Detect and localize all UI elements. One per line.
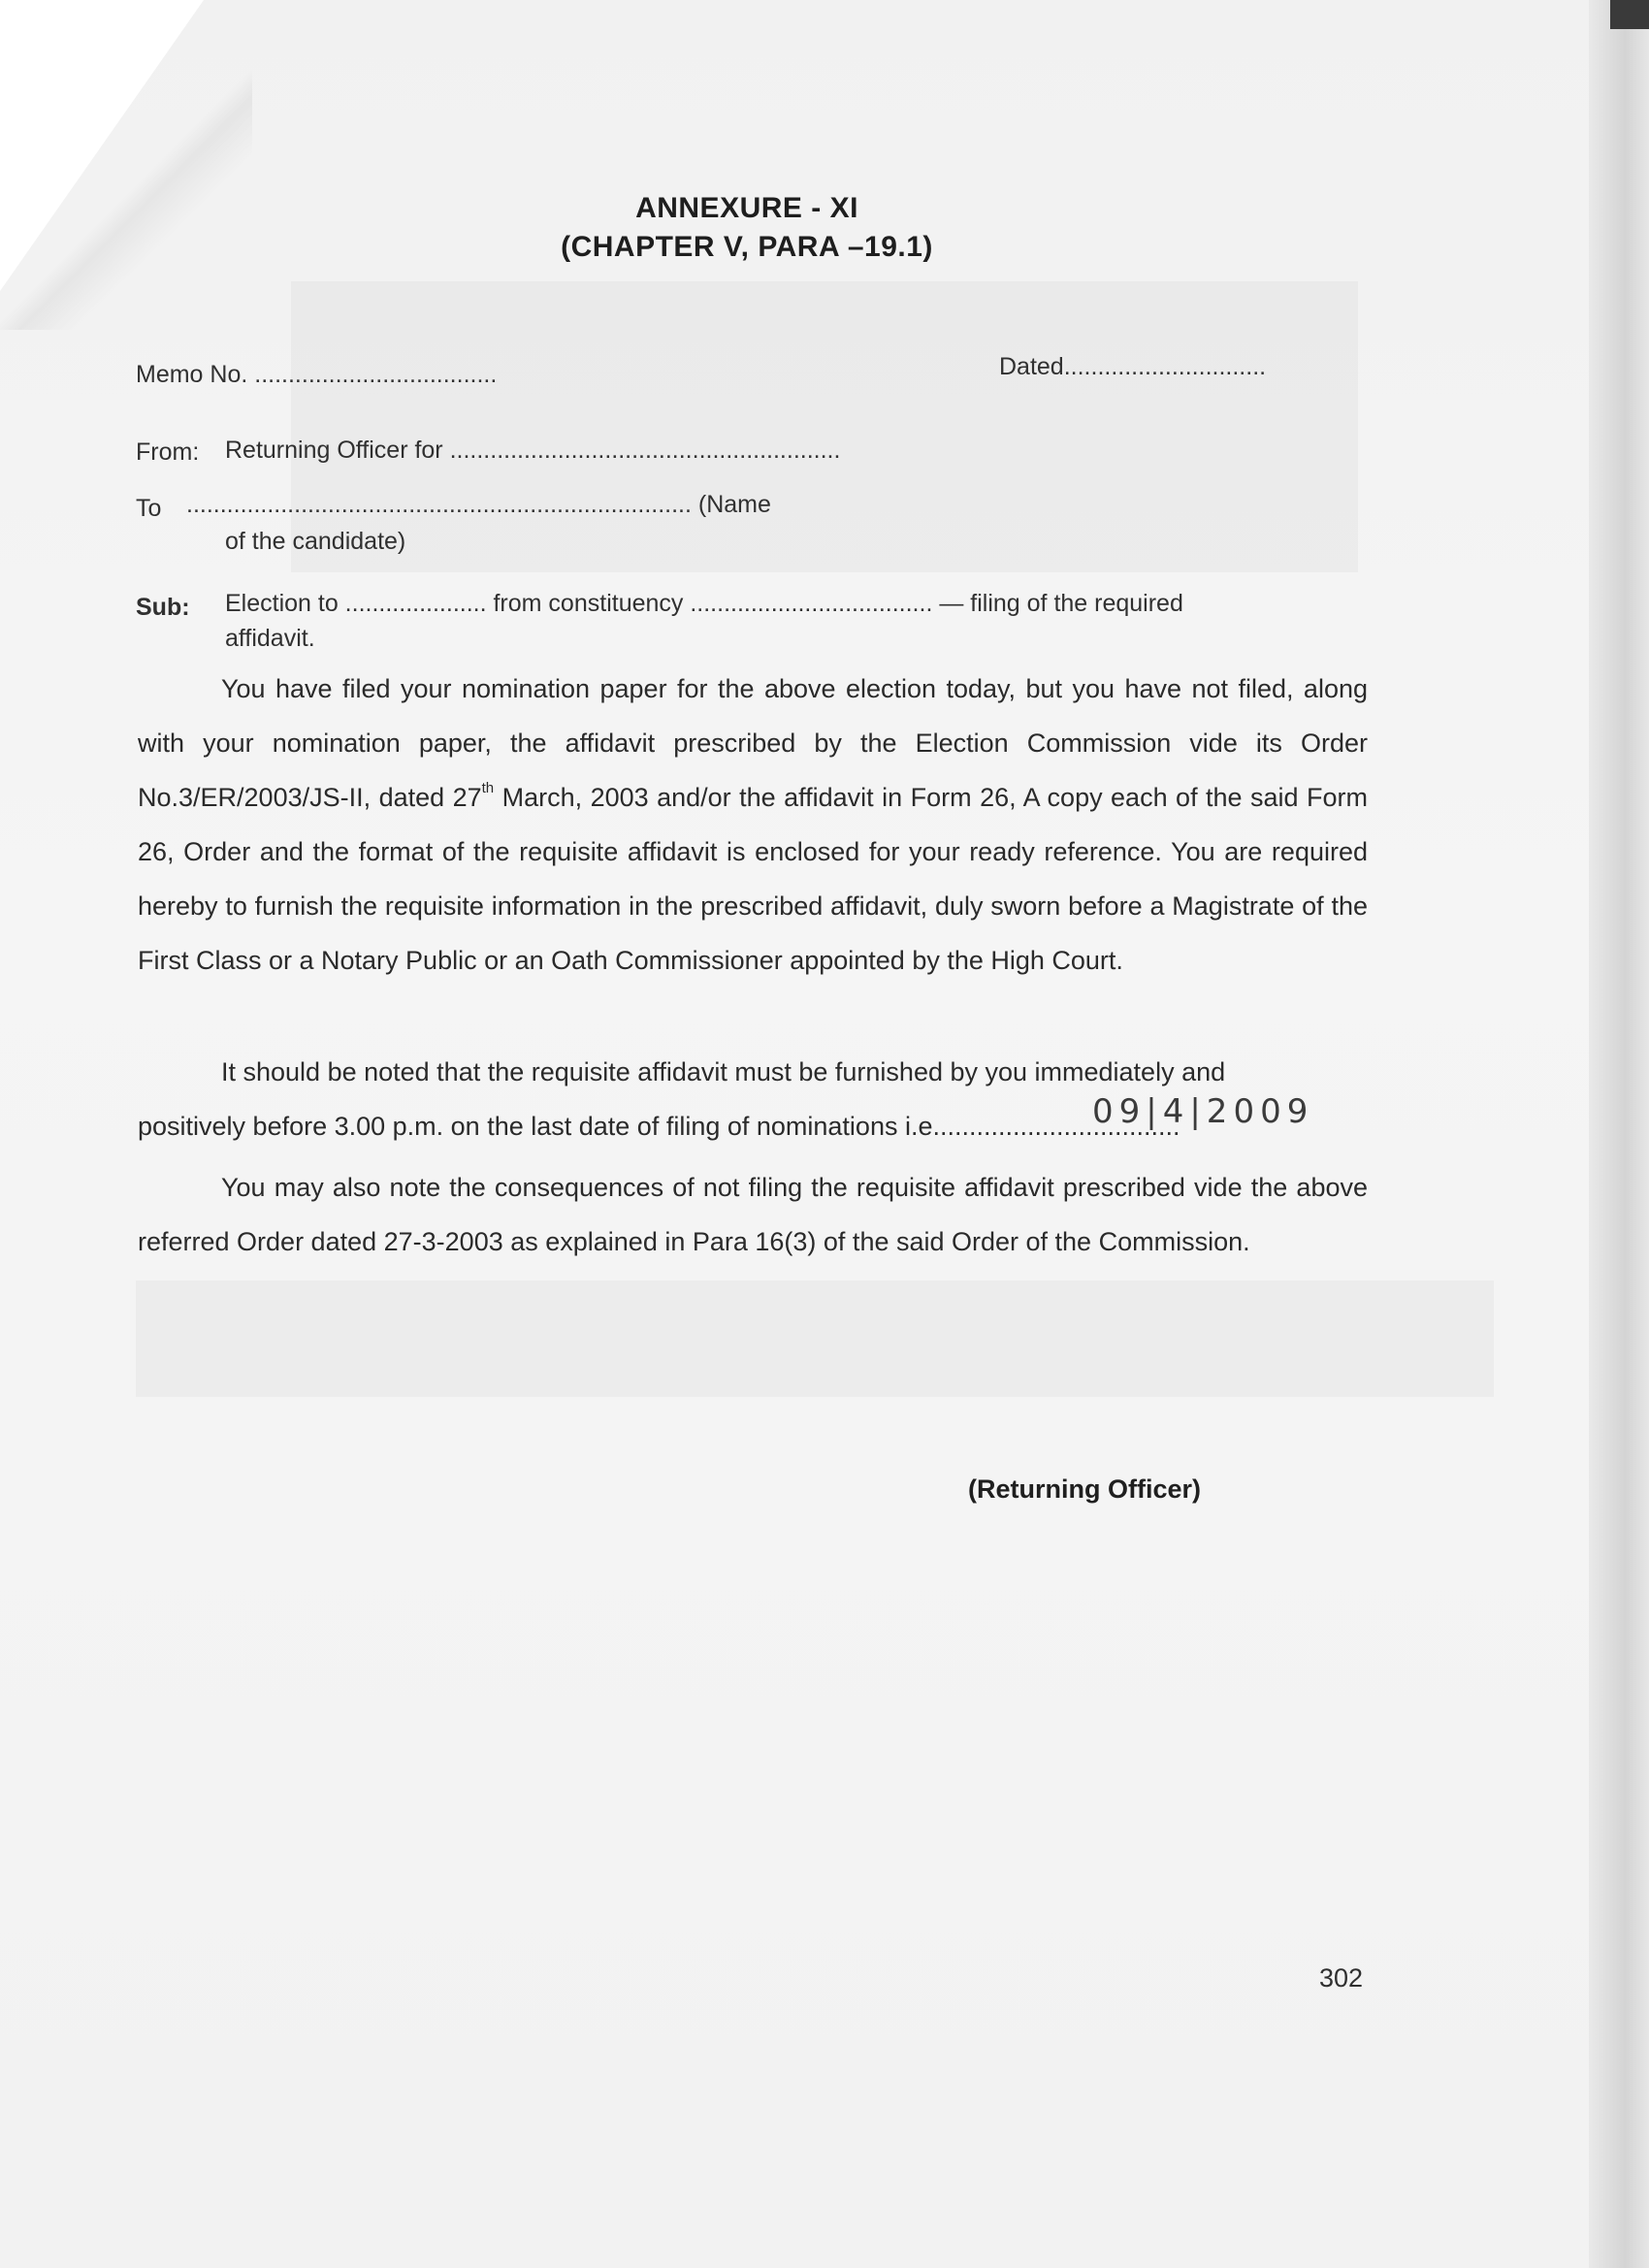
paragraph-1-text-b: March, 2003 and/or the affidavit in Form 26, A copy each of the said Form 26, Order and the format of the requisite affidavit is enclosed for your ready reference. You are required hereby to furnish the requisite information in the prescribed affidavit, duly sworn before a Magistrate of the First Class or a Notary Public or an Oath Commissioner appointed by the High Court. [138,783,1369,975]
bleed-through-shadow [291,281,1358,572]
paragraph-3 [138,1160,1368,1269]
handwritten-date: 09|4|2009 [1092,1092,1314,1131]
memo-number-field: Memo No. .................................... [136,361,498,388]
to-candidate-field: ........................................................................... (Name [186,491,771,518]
to-label: To [136,495,162,522]
signatory-returning-officer: (Returning Officer) [968,1474,1201,1504]
subject-line: Election to ..................... from constituency .................................... — filing of the required [225,590,1183,617]
page-number: 302 [1319,1963,1364,1993]
paragraph-2-line-1: It should be noted that the requisite affidavit must be furnished by you immediately and [221,1057,1226,1086]
paragraph-2-line-2: positively before 3.00 p.m. on the last date of filing of nominations i.e.................................. [138,1112,1180,1141]
subject-line-2: affidavit. [225,625,315,652]
from-returning-officer: Returning Officer for .......................................................... [225,437,841,464]
subject-label: Sub: [136,594,190,621]
scan-edge [1589,0,1649,2268]
scan-edge-dark [1610,0,1649,29]
paragraph-3-text: You may also note the consequences of not filing the requisite affidavit prescribed vide the above referred Order dated 27-3-2003 as explained in Para 16(3) of the said Order of the Commission. [138,1173,1368,1256]
dated-field: Dated.............................. [999,353,1267,380]
annexure-subtitle: (CHAPTER V, PARA –19.1) [561,231,933,263]
from-label: From: [136,438,200,466]
ordinal-suffix: th [481,780,495,796]
paragraph-1 [138,662,1368,988]
paragraph-1-text-a: You have filed your nomination paper for the above election today, but you have not filed, along with your nomination paper, the affidavit prescribed by the Election Commission vide its Order No.3/ER/2003/JS-II, dated 27 [138,674,1368,812]
bleed-through-shadow [136,1280,1494,1397]
annexure-title: ANNEXURE - XI [635,192,858,224]
to-candidate-note: of the candidate) [225,528,406,555]
folded-corner [0,0,204,291]
